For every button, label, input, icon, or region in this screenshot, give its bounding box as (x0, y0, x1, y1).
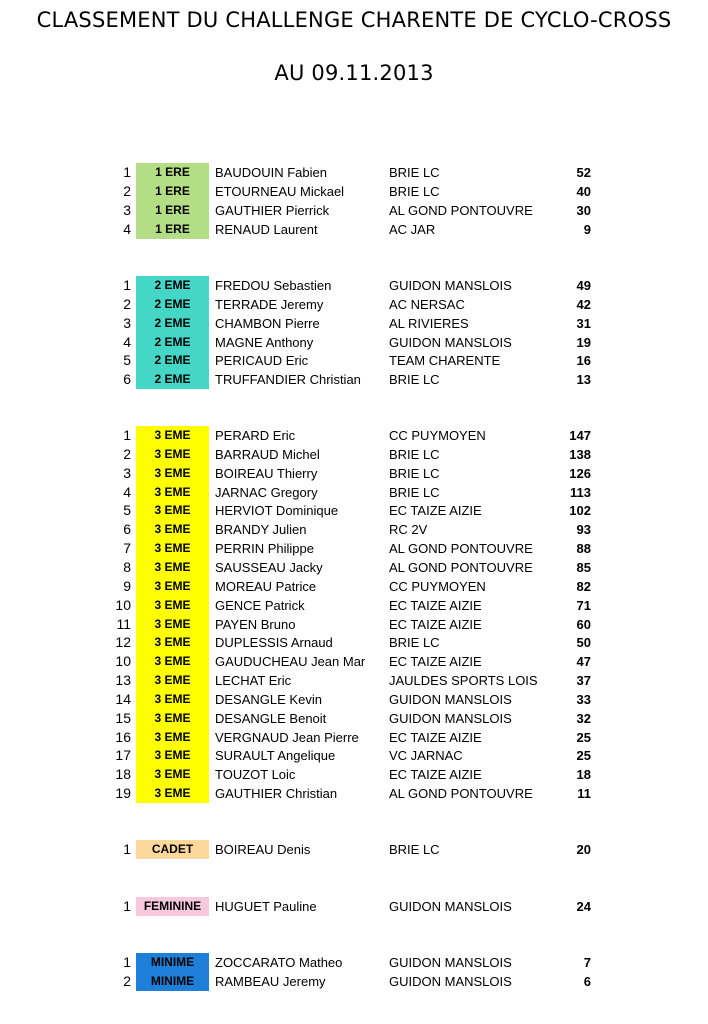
rank-cell: 2 (123, 972, 131, 989)
club-cell: BRIE LC (389, 183, 440, 199)
rank-cell: 6 (123, 371, 131, 388)
rider-name-cell: PERARD Eric (215, 428, 296, 443)
table-row (0, 840, 708, 859)
category-badge: 2 EME (136, 276, 209, 295)
points-cell: 40 (576, 183, 591, 199)
points-cell: 49 (576, 278, 591, 293)
club-cell: CC PUYMOYEN (389, 428, 486, 443)
points-cell: 32 (576, 710, 591, 726)
category-badge: 2 EME (136, 314, 209, 333)
category-badge: MINIME (136, 972, 209, 991)
rider-name-cell: ZOCCARATO Matheo (215, 955, 343, 970)
club-cell: EC TAIZE AIZIE (389, 503, 482, 519)
rank-cell: 1 (123, 277, 131, 293)
category-badge: 1 ERE (136, 220, 209, 239)
rider-name-cell: RAMBEAU Jeremy (215, 973, 326, 989)
rider-name-cell: CHAMBON Pierre (215, 315, 320, 331)
points-cell: 147 (569, 428, 591, 443)
table-row (0, 784, 708, 803)
category-badge: 3 EME (136, 652, 209, 671)
points-cell: 37 (576, 673, 591, 689)
table-row (0, 539, 708, 558)
club-cell: EC TAIZE AIZIE (389, 616, 482, 632)
table-row (0, 972, 708, 991)
category-badge: 3 EME (136, 596, 209, 615)
rider-name-cell: BOIREAU Thierry (215, 465, 318, 481)
club-cell: AC NERSAC (389, 296, 465, 312)
rank-cell: 10 (115, 653, 131, 670)
category-badge: FEMININE (136, 897, 209, 916)
points-cell: 9 (583, 221, 591, 237)
points-cell: 19 (576, 334, 591, 350)
table-row (0, 333, 708, 352)
club-cell: AL RIVIERES (389, 315, 469, 331)
rider-name-cell: GAUDUCHEAU Jean Mar (215, 654, 366, 670)
club-cell: GUIDON MANSLOIS (389, 691, 512, 707)
points-cell: 20 (576, 842, 591, 857)
table-row (0, 520, 708, 539)
points-cell: 113 (570, 484, 591, 500)
rider-name-cell: LECHAT Eric (215, 673, 292, 689)
points-cell: 16 (576, 353, 591, 369)
table-row (0, 201, 708, 220)
rank-cell: 2 (123, 295, 131, 312)
points-cell: 25 (576, 748, 591, 764)
club-cell: VC JARNAC (389, 748, 463, 764)
rank-cell: 3 (123, 314, 131, 331)
category-badge: 2 EME (136, 295, 209, 314)
club-cell: GUIDON MANSLOIS (389, 710, 512, 726)
points-cell: 42 (576, 296, 591, 312)
table-row (0, 314, 708, 333)
table-row (0, 596, 708, 615)
table-row (0, 558, 708, 577)
points-cell: 93 (576, 522, 591, 538)
category-badge: 3 EME (136, 426, 209, 445)
rank-cell: 5 (123, 352, 131, 369)
rider-name-cell: JARNAC Gregory (215, 484, 318, 500)
category-badge: 3 EME (136, 558, 209, 577)
points-cell: 13 (576, 372, 591, 388)
rank-cell: 18 (115, 766, 131, 783)
rider-name-cell: MAGNE Anthony (215, 334, 314, 350)
rider-name-cell: DUPLESSIS Arnaud (215, 635, 333, 651)
page-date: AU 09.11.2013 (274, 61, 434, 85)
rank-cell: 8 (123, 558, 131, 575)
club-cell: EC TAIZE AIZIE (389, 767, 482, 783)
rider-name-cell: DESANGLE Benoit (215, 710, 327, 726)
rider-name-cell: HERVIOT Dominique (215, 503, 339, 519)
rank-cell: 2 (123, 445, 131, 462)
rank-cell: 12 (115, 634, 131, 651)
table-row (0, 163, 708, 182)
club-cell: EC TAIZE AIZIE (389, 729, 482, 745)
points-cell: 85 (576, 559, 591, 575)
points-cell: 25 (576, 729, 591, 745)
category-badge: 3 EME (136, 690, 209, 709)
rider-name-cell: HUGUET Pauline (215, 899, 317, 914)
table-row (0, 690, 708, 709)
category-badge: 3 EME (136, 728, 209, 747)
club-cell: CC PUYMOYEN (389, 578, 486, 594)
rider-name-cell: GAUTHIER Christian (215, 786, 338, 802)
category-badge: 3 EME (136, 765, 209, 784)
rank-cell: 3 (123, 464, 131, 481)
table-row (0, 897, 708, 916)
category-badge: 2 EME (136, 370, 209, 389)
table-row (0, 765, 708, 784)
club-cell: EC TAIZE AIZIE (389, 654, 482, 670)
points-cell: 138 (569, 446, 591, 462)
rider-name-cell: ETOURNEAU Mickael (215, 183, 345, 199)
points-cell: 88 (576, 541, 591, 557)
club-cell: EC TAIZE AIZIE (389, 597, 482, 613)
rank-cell: 9 (123, 577, 131, 594)
table-row (0, 652, 708, 671)
category-badge: CADET (136, 840, 209, 859)
table-row (0, 615, 708, 634)
points-cell: 31 (576, 315, 591, 331)
rider-name-cell: TOUZOT Loic (215, 767, 296, 783)
category-badge: MINIME (136, 953, 209, 972)
rank-cell: 10 (115, 596, 131, 613)
table-row (0, 709, 708, 728)
rider-name-cell: GENCE Patrick (215, 597, 305, 613)
table-row (0, 370, 708, 389)
table-row (0, 295, 708, 314)
rider-name-cell: PAYEN Bruno (215, 616, 296, 632)
points-cell: 7 (583, 955, 591, 970)
category-badge: 2 EME (136, 351, 209, 370)
category-badge: 3 EME (136, 784, 209, 803)
category-badge: 3 EME (136, 501, 209, 520)
points-cell: 30 (576, 202, 591, 218)
category-badge: 3 EME (136, 671, 209, 690)
points-cell: 47 (576, 654, 591, 670)
category-badge: 3 EME (136, 539, 209, 558)
club-cell: AL GOND PONTOUVRE (389, 541, 533, 557)
category-badge: 3 EME (136, 520, 209, 539)
category-badge: 1 ERE (136, 201, 209, 220)
rider-name-cell: BOIREAU Denis (215, 842, 311, 857)
table-row (0, 276, 708, 295)
category-badge: 3 EME (136, 615, 209, 634)
points-cell: 102 (569, 503, 591, 519)
rider-name-cell: PERICAUD Eric (215, 353, 309, 369)
rank-cell: 7 (123, 540, 131, 557)
club-cell: GUIDON MANSLOIS (389, 899, 512, 914)
points-cell: 60 (576, 616, 591, 632)
rider-name-cell: BAUDOUIN Fabien (215, 165, 327, 180)
table-row (0, 501, 708, 520)
rank-cell: 11 (116, 615, 131, 632)
rank-cell: 15 (115, 709, 131, 726)
table-row (0, 577, 708, 596)
club-cell: GUIDON MANSLOIS (389, 955, 512, 970)
rank-cell: 19 (115, 785, 131, 802)
rider-name-cell: MOREAU Patrice (215, 578, 317, 594)
rider-name-cell: BARRAUD Michel (215, 446, 320, 462)
club-cell: BRIE LC (389, 635, 440, 651)
table-row (0, 483, 708, 502)
table-row (0, 633, 708, 652)
club-cell: BRIE LC (389, 165, 440, 180)
rank-cell: 16 (115, 728, 131, 745)
rank-cell: 1 (123, 164, 131, 180)
rider-name-cell: DESANGLE Kevin (215, 691, 322, 707)
rider-name-cell: GAUTHIER Pierrick (215, 202, 330, 218)
table-row (0, 426, 708, 445)
category-badge: 1 ERE (136, 182, 209, 201)
category-badge: 3 EME (136, 633, 209, 652)
rider-name-cell: SAUSSEAU Jacky (215, 559, 323, 575)
points-cell: 50 (576, 635, 591, 651)
club-cell: BRIE LC (389, 446, 440, 462)
category-badge: 3 EME (136, 464, 209, 483)
points-cell: 52 (576, 165, 591, 180)
points-cell: 24 (576, 899, 591, 914)
rider-name-cell: SURAULT Angelique (215, 748, 336, 764)
page-title: CLASSEMENT DU CHALLENGE CHARENTE DE CYCLO-CROSS (36, 8, 672, 32)
club-cell: BRIE LC (389, 484, 440, 500)
club-cell: JAULDES SPORTS LOIS (389, 673, 538, 689)
table-row (0, 728, 708, 747)
rider-name-cell: FREDOU Sebastien (215, 278, 332, 293)
rank-cell: 4 (123, 483, 131, 500)
club-cell: AC JAR (389, 221, 436, 237)
rider-name-cell: PERRIN Philippe (215, 541, 314, 557)
points-cell: 11 (577, 786, 591, 802)
club-cell: AL GOND PONTOUVRE (389, 202, 533, 218)
points-cell: 71 (576, 597, 591, 613)
club-cell: TEAM CHARENTE (389, 353, 501, 369)
category-badge: 3 EME (136, 577, 209, 596)
table-row (0, 220, 708, 239)
rank-cell: 14 (115, 690, 131, 707)
club-cell: RC 2V (389, 522, 428, 538)
club-cell: GUIDON MANSLOIS (389, 278, 512, 293)
club-cell: BRIE LC (389, 842, 440, 857)
club-cell: BRIE LC (389, 465, 440, 481)
rank-cell: 4 (123, 333, 131, 350)
club-cell: AL GOND PONTOUVRE (389, 786, 533, 802)
points-cell: 33 (576, 691, 591, 707)
rank-cell: 17 (115, 747, 131, 764)
club-cell: GUIDON MANSLOIS (389, 334, 512, 350)
table-row (0, 351, 708, 370)
points-cell: 6 (583, 973, 591, 989)
rank-cell: 13 (115, 672, 131, 689)
table-row (0, 182, 708, 201)
rank-cell: 1 (123, 841, 131, 857)
table-row (0, 953, 708, 972)
category-badge: 2 EME (136, 333, 209, 352)
rank-cell: 1 (123, 427, 131, 443)
rank-cell: 3 (123, 201, 131, 218)
category-badge: 3 EME (136, 445, 209, 464)
rider-name-cell: BRANDY Julien (215, 522, 307, 538)
rider-name-cell: TRUFFANDIER Christian (215, 372, 361, 388)
table-row (0, 445, 708, 464)
rank-cell: 5 (123, 502, 131, 519)
rank-cell: 6 (123, 521, 131, 538)
rider-name-cell: RENAUD Laurent (215, 221, 318, 237)
points-cell: 18 (576, 767, 591, 783)
category-badge: 3 EME (136, 709, 209, 728)
points-cell: 82 (576, 578, 591, 594)
rank-cell: 2 (123, 182, 131, 199)
club-cell: AL GOND PONTOUVRE (389, 559, 533, 575)
category-badge: 1 ERE (136, 163, 209, 182)
rider-name-cell: TERRADE Jeremy (215, 296, 324, 312)
category-badge: 3 EME (136, 746, 209, 765)
club-cell: BRIE LC (389, 372, 440, 388)
rank-cell: 1 (123, 954, 131, 970)
category-badge: 3 EME (136, 483, 209, 502)
club-cell: GUIDON MANSLOIS (389, 973, 512, 989)
rank-cell: 1 (123, 898, 131, 914)
table-row (0, 746, 708, 765)
rank-cell: 4 (123, 220, 131, 237)
points-cell: 126 (569, 465, 591, 481)
table-row (0, 671, 708, 690)
table-row (0, 464, 708, 483)
rider-name-cell: VERGNAUD Jean Pierre (215, 729, 359, 745)
